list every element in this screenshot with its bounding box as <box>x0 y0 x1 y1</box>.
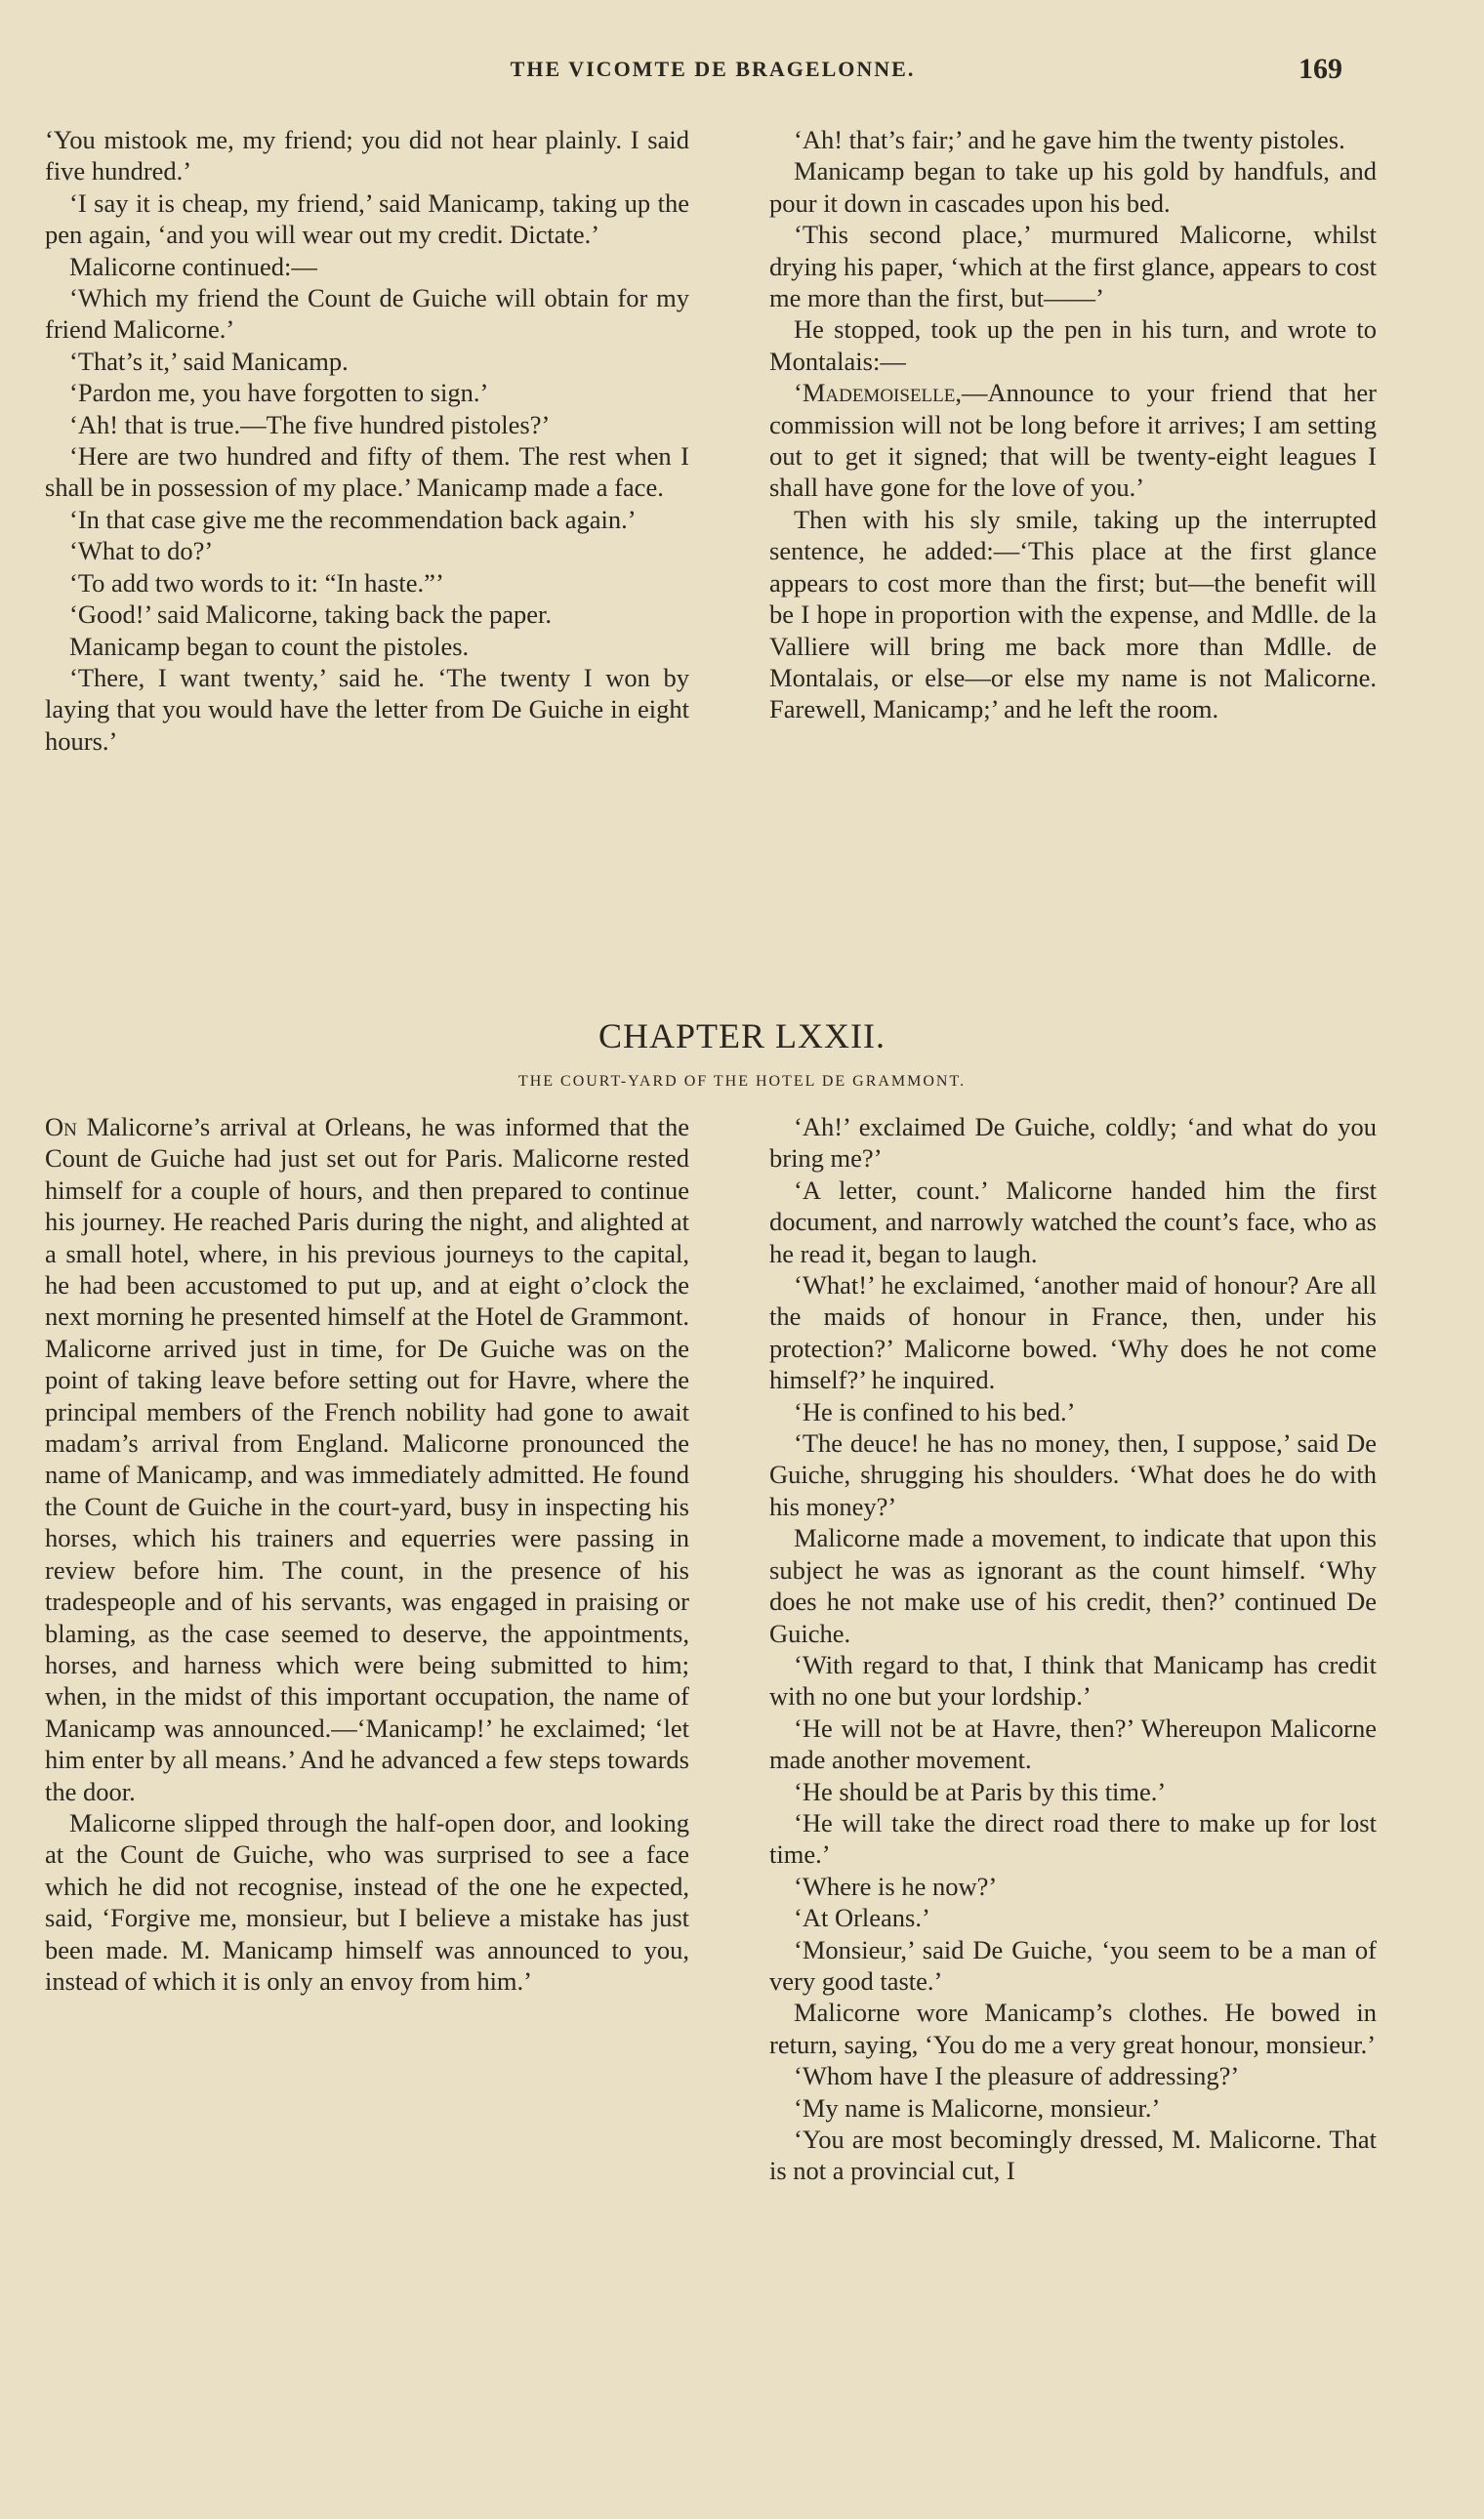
paragraph: ‘Ah! that is true.—The five hundred pistoles?’ <box>69 409 551 439</box>
paragraph: ‘Which my friend the Count de Guiche will obtain for my friend Malicorne.’ <box>45 283 689 345</box>
paragraph: ‘He will not be at Havre, then?’ Whereupon Malicorne made another movement. <box>769 1713 1377 1775</box>
paragraph: ‘What!’ he exclaimed, ‘another maid of honour? Are all the maids of honour in France, then, under his protection?’ Malicorne bowed. ‘Why does he not come himself?’ he inquired. <box>769 1270 1377 1395</box>
paragraph: ‘Here are two hundred and fifty of them. The rest when I shall be in possession of my place.’ Manicamp made a face. <box>45 441 689 503</box>
paragraph: ‘A letter, count.’ Malicorne handed him the first document, and narrowly watched the count’s face, who as he read it, began to laugh. <box>769 1175 1377 1268</box>
paragraph: ‘There, I want twenty,’ said he. ‘The twenty I won by laying that you would have the letter from De Guiche in eight hours.’ <box>45 662 689 756</box>
paragraph: ‘Ah!’ exclaimed De Guiche, coldly; ‘and what do you bring me?’ <box>769 1112 1377 1174</box>
paragraph: ‘You are most becomingly dressed, M. Malicorne. That is not a provincial cut, I <box>769 2125 1377 2186</box>
paragraph: ‘Whom have I the pleasure of addressing?’ <box>794 2061 1240 2091</box>
paragraph: Malicorne wore Manicamp’s clothes. He bowed in return, saying, ‘You do me a very great honour, monsieur.’ <box>769 1998 1377 2059</box>
paragraph: ‘In that case give me the recommendation back again.’ <box>69 504 637 534</box>
paragraph: He stopped, took up the pen in his turn, and wrote to Montalais:— <box>769 314 1377 376</box>
paragraph: ‘The deuce! he has no money, then, I suppose,’ said De Guiche, shrugging his shoulders. ‘What does he do with his money?’ <box>769 1428 1377 1521</box>
top-right-column <box>769 124 1377 725</box>
paragraph: ‘He will take the direct road there to make up for lost time.’ <box>769 1807 1377 1870</box>
opening-word: On <box>45 1112 77 1141</box>
paragraph: ‘I say it is cheap, my friend,’ said Manicamp, taking up the pen again, ‘and you will wear out my credit. Dictate.’ <box>45 187 689 250</box>
bottom-left-column <box>45 1111 689 1997</box>
paragraph: ‘To add two words to it: “In haste.”’ <box>69 567 444 598</box>
paragraph: ‘Where is he now?’ <box>794 1871 998 1901</box>
paragraph: ‘That’s it,’ said Manicamp. <box>69 346 349 376</box>
top-left-column <box>45 124 689 757</box>
paragraph: Malicorne slipped through the half-open door, and looking at the Count de Guiche, who was surprised to see a face which he did not recognise, instead of the one he expected, said, ‘Forgive me, monsieur, but I believe a mistake has just been made. M. Manicamp himself was announced to you, instead of which it is only an envoy from him.’ <box>45 1807 689 1996</box>
letter-salutation: ‘Mademoiselle, <box>794 378 962 408</box>
bottom-right-column <box>769 1111 1377 2187</box>
letter-body: —Announce to your friend that her commission will not be long before it arrives; I am setting out to get it signed; that will be twenty-eight leagues I shall have gone for the love of you.’ <box>769 378 1377 503</box>
letter-paragraph <box>769 377 1377 504</box>
chapter-subtitle: THE COURT-YARD OF THE HOTEL DE GRAMMONT. <box>517 1073 967 1090</box>
paragraph: ‘Monsieur,’ said De Guiche, ‘you seem to be a man of very good taste.’ <box>769 1934 1377 1996</box>
paragraph: Malicorne made a movement, to indicate that upon this subject he was as ignorant as the count himself. ‘Why does he not make use of his credit, then?’ continued De Guiche. <box>769 1523 1377 1648</box>
paragraph: ‘What to do?’ <box>69 536 214 566</box>
page-number: 169 <box>1298 53 1342 85</box>
paragraph: ‘Pardon me, you have forgotten to sign.’ <box>69 378 489 408</box>
paragraph: Manicamp began to count the pistoles. <box>69 631 470 661</box>
paragraph: ‘My name is Malicorne, monsieur.’ <box>794 2092 1161 2123</box>
chapter-title: CHAPTER LXXII. <box>598 1016 886 1055</box>
paragraph: Manicamp began to take up his gold by handfuls, and pour it down in cascades upon his bed. <box>769 156 1377 218</box>
paragraph: ‘Ah! that’s fair;’ and he gave him the twenty pistoles. <box>794 125 1345 154</box>
running-title: THE VICOMTE DE BRAGELONNE. <box>510 57 916 81</box>
paragraph: ‘With regard to that, I think that Manicamp has credit with no one but your lordship.’ <box>769 1649 1377 1712</box>
opening-paragraph <box>45 1111 689 1807</box>
paragraph: ‘He should be at Paris by this time.’ <box>794 1776 1167 1806</box>
paragraph: ‘This second place,’ murmured Malicorne, whilst drying his paper, ‘which at the first glance, appears to cost me more than the first, but——’ <box>769 220 1377 313</box>
paragraph: Malicorne continued:— <box>69 251 317 281</box>
opening-text: Malicorne’s arrival at Orleans, he was informed that the Count de Guiche had just set out for Paris. Malicorne rested himself for a couple of hours, and then prepared to continue his journey. He reached Paris during the night, and alighted at a small hotel, where, in his previous journeys to the capital, he had been accustomed to put up, and at eight o’clock the next morning he presented himself at the Hotel de Grammont. Malicorne arrived just in time, for De Guiche was on the point of taking leave before setting out for Havre, where the principal members of the French nobility had gone to await madam’s arrival from England. Malicorne pronounced the name of Manicamp, and was immediately admitted. He found the Count de Guiche in the court-yard, busy in inspecting his horses, which his trainers and equerries were passing in review before him. The count, in the presence of his tradespeople and of his servants, was engaged in praising or blaming, as the case seemed to deserve, the appointments, horses, and harness which were being submitted to him; when, in the midst of this important occupation, the name of Manicamp was announced.—‘Manicamp!’ he exclaimed; ‘let him enter by all means.’ And he advanced a few steps towards the door. <box>45 1112 689 1806</box>
paragraph: ‘At Orleans.’ <box>794 1903 930 1933</box>
paragraph: ‘He is confined to his bed.’ <box>794 1396 1076 1426</box>
paragraph: ‘Good!’ said Malicorne, taking back the paper. <box>69 599 553 630</box>
paragraph: Then with his sly smile, taking up the interrupted sentence, he added:—‘This place at the first glance appears to cost more than the first; but—the benefit will be I hope in proportion with the expense, and Mdlle. de la Valliere will bring me back more than Mdlle. de Montalais, or else—or else my name is not Malicorne. Farewell, Manicamp;’ and he left the room. <box>769 504 1377 724</box>
paragraph: ‘You mistook me, my friend; you did not hear plainly. I said five hundred.’ <box>45 125 689 186</box>
